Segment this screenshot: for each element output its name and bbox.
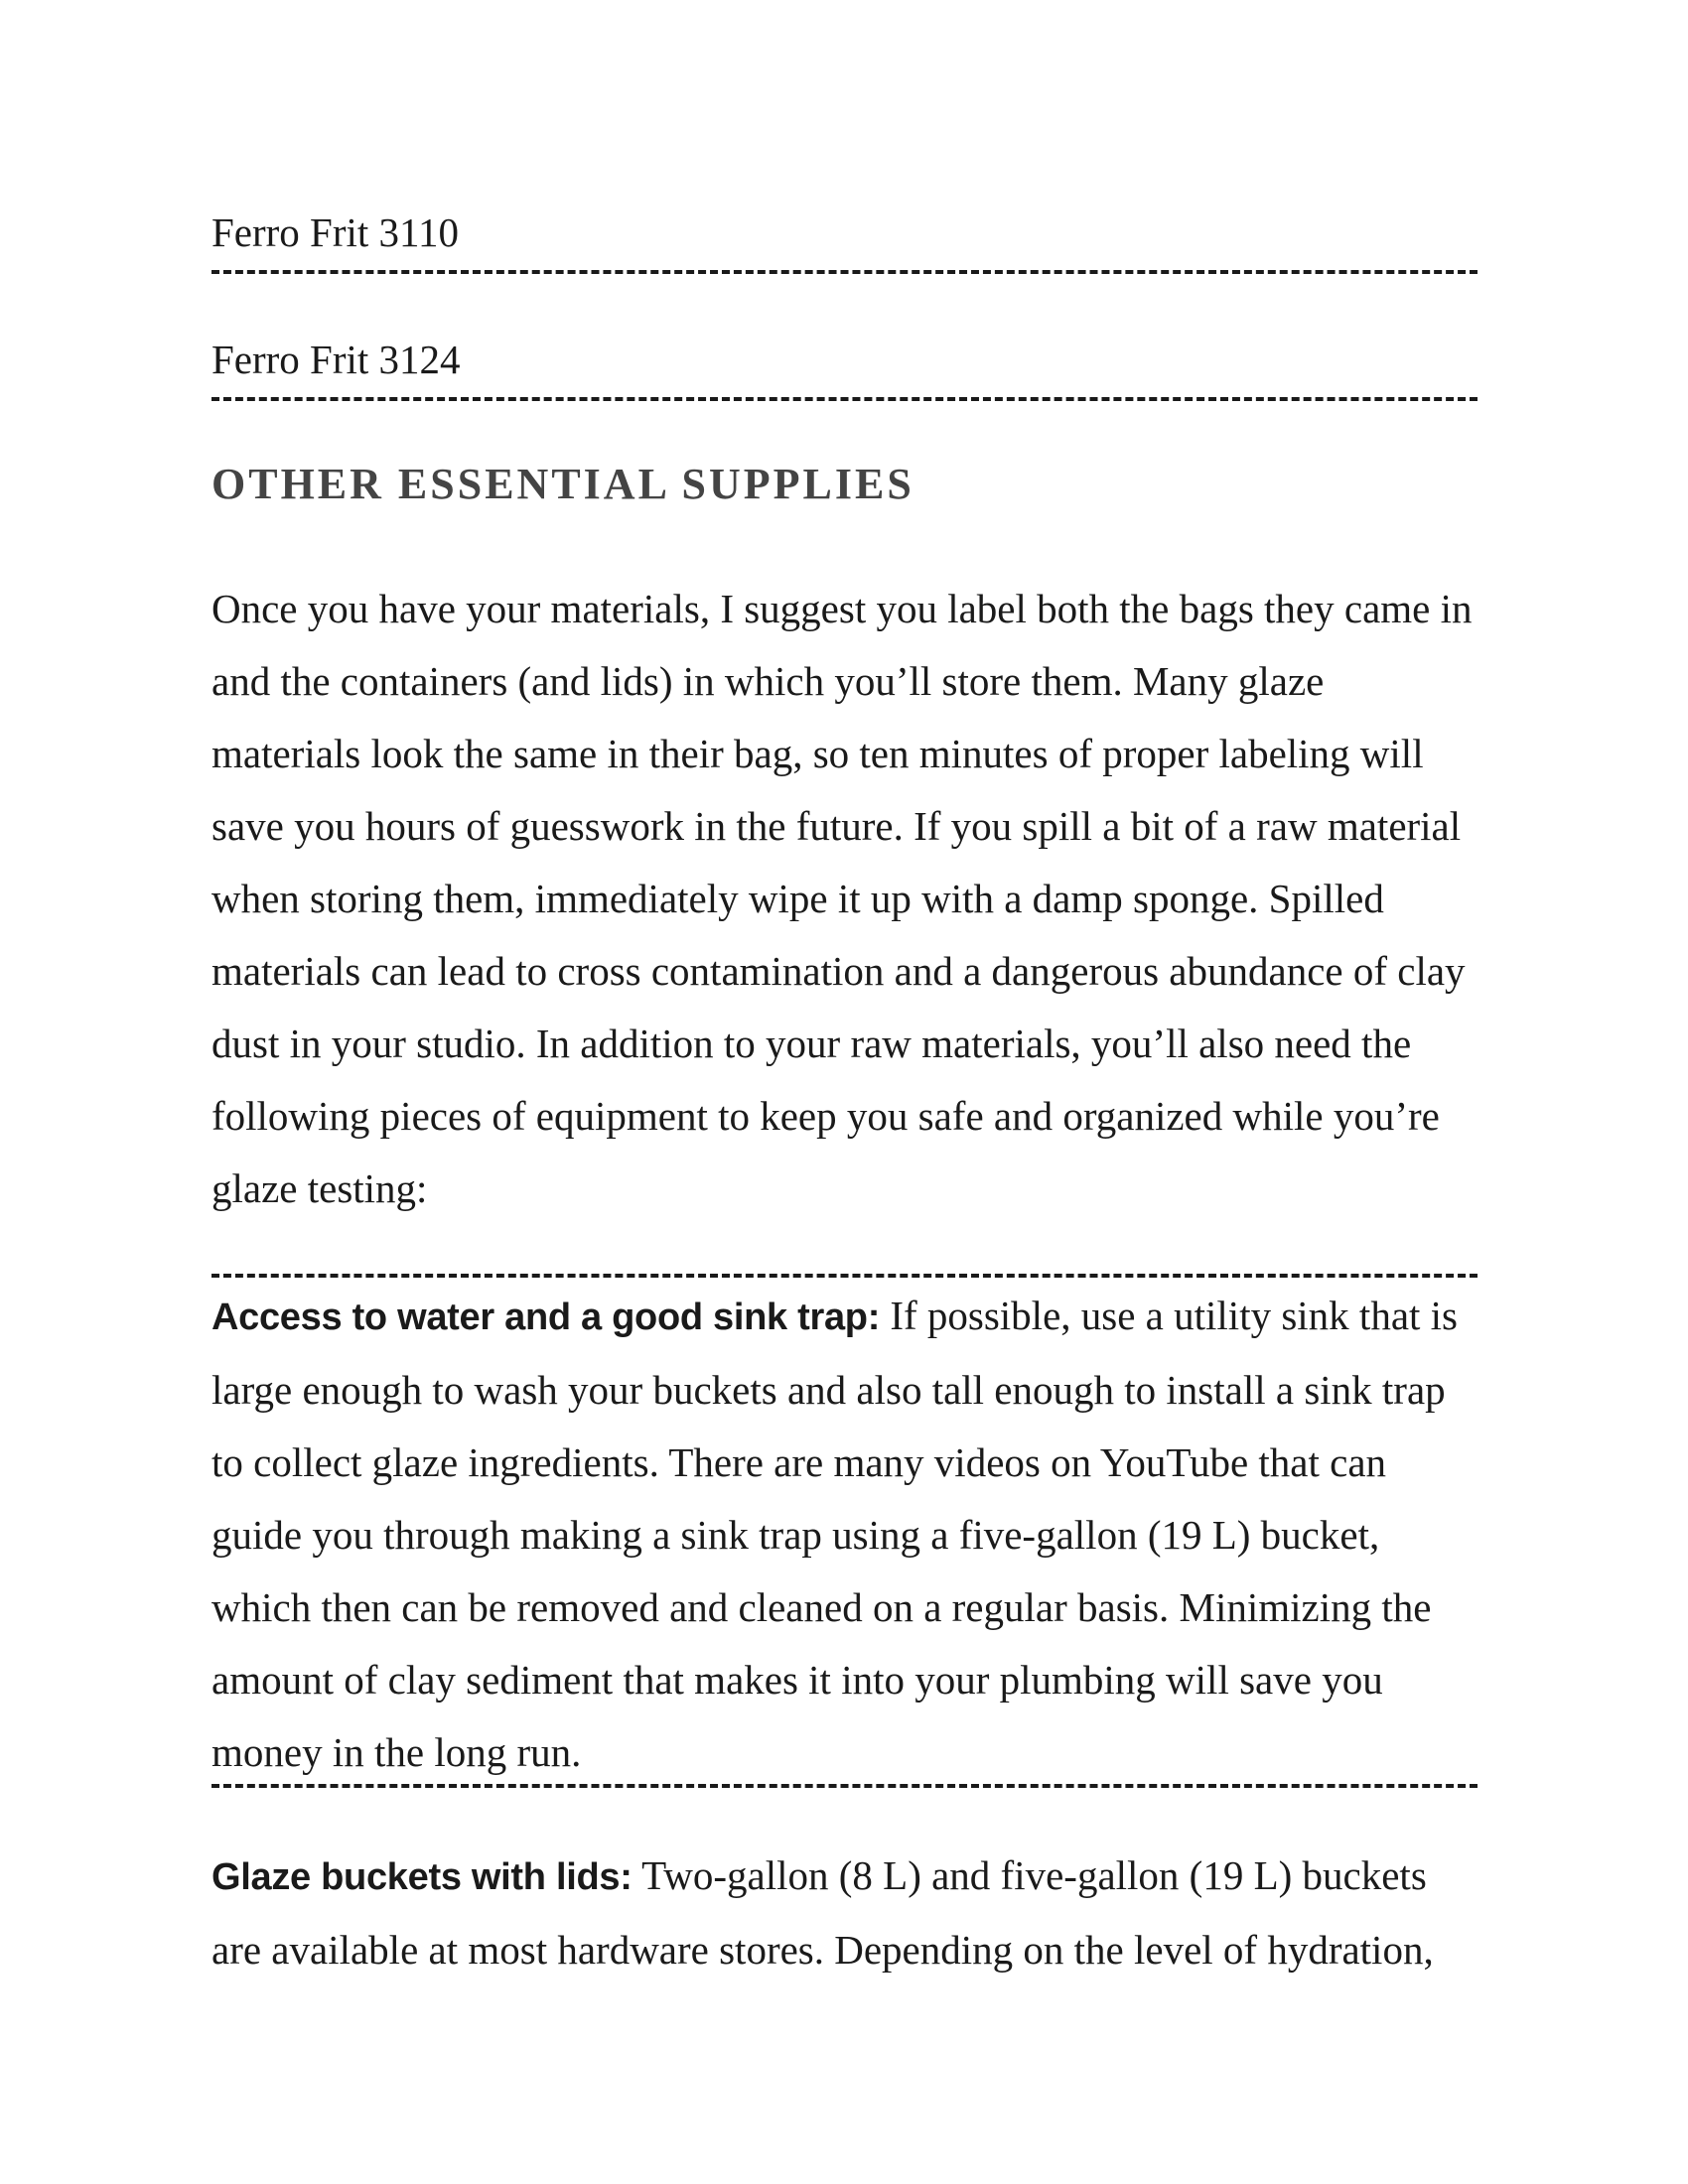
dashed-divider xyxy=(211,270,1477,274)
frit-list-item: Ferro Frit 3110 xyxy=(211,209,460,255)
dashed-divider xyxy=(211,1784,1477,1788)
supply-item-glaze-buckets xyxy=(211,1840,1482,1986)
supply-item-text: If possible, use a utility sink that is large enough to wash your buckets and also tall enough to install a sink trap to collect glaze ingredients. There are many videos on YouTube that can guide you through making a sink trap using a five-gallon (19 L) bucket, which then can be removed and cleaned on a regular basis. Minimizing the amount of clay sediment that makes it into your plumbing will save you money in the long run. xyxy=(211,1293,1459,1775)
section-heading: OTHER ESSENTIAL SUPPLIES xyxy=(211,460,914,508)
dashed-divider xyxy=(211,1274,1477,1278)
frit-list-item: Ferro Frit 3124 xyxy=(211,337,461,382)
supply-item-lead: Glaze buckets with lids: xyxy=(211,1856,633,1898)
supply-item-lead: Access to water and a good sink trap: xyxy=(211,1297,881,1338)
supply-item-text: Two-gallon (8 L) and five-gallon (19 L) buckets are available at most hardware stores. Depending on the level of hydration, xyxy=(211,1852,1434,1973)
supply-item-sink-trap xyxy=(211,1280,1482,1789)
dashed-divider xyxy=(211,397,1477,401)
intro-paragraph: Once you have your materials, I suggest you label both the bags they came in and the containers (and lids) in which you’ll store them. Many glaze materials look the same in their bag, so ten minutes of proper labeling will save you hours of guesswork in the future. If you spill a bit of a raw material when storing them, immediately wipe it up with a damp sponge. Spilled materials can lead to cross contamination and a dangerous abundance of clay dust in your studio. In addition to your raw materials, you’ll also need the following pieces of equipment to keep you safe and organized while you’re glaze testing: xyxy=(211,586,1473,1211)
